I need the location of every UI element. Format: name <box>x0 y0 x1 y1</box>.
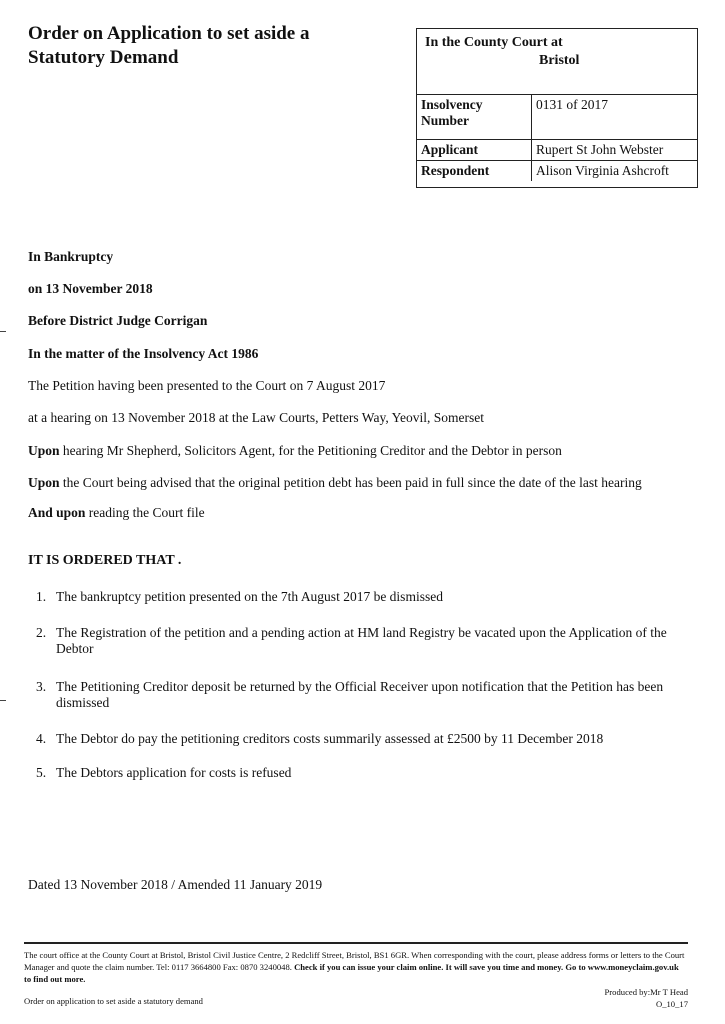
dated-line: Dated 13 November 2018 / Amended 11 January 2019 <box>28 877 323 892</box>
order-text: The bankruptcy petition presented on the 7th August 2017 be dismissed <box>56 589 443 604</box>
order-text: The Petitioning Creditor deposit be returned by the Official Receiver upon notification that the Petition has been dismissed <box>56 679 664 710</box>
footer-divider <box>24 942 688 944</box>
upon-reading-recital <box>28 505 205 521</box>
matter-line: In the matter of the Insolvency Act 1986 <box>28 346 259 361</box>
order-number: 1. <box>36 589 47 604</box>
and-upon-keyword: And upon <box>28 505 86 520</box>
document-title: Order on Application to set aside a Statutory Demand <box>28 23 310 68</box>
table-row <box>417 161 697 182</box>
respondent-label: Respondent <box>417 161 532 182</box>
order-text: The Registration of the petition and a pending action at HM land Registry be vacated upon the Application of the Debtor <box>56 625 667 656</box>
court-heading-label: In the County Court at <box>425 35 563 50</box>
margin-mark <box>0 700 6 701</box>
hearing-recital: at a hearing on 13 November 2018 at the Law Courts, Petters Way, Yeovil, Somerset <box>28 410 484 425</box>
court-office-notice <box>24 949 688 985</box>
in-bankruptcy-heading: In Bankruptcy <box>28 249 114 264</box>
order-number: 2. <box>36 625 47 640</box>
petition-recital: The Petition having been presented to the Court on 7 August 2017 <box>28 378 386 393</box>
court-heading <box>417 29 697 95</box>
order-text: The Debtors application for costs is refused <box>56 765 292 780</box>
insolvency-number-label: Insolvency Number <box>417 95 532 140</box>
table-row <box>417 140 697 161</box>
order-text: The Debtor do pay the petitioning creditors costs summarily assessed at £2500 by 11 December 2018 <box>56 731 604 746</box>
table-row <box>417 95 697 140</box>
upon-reading-text: reading the Court file <box>85 505 205 520</box>
upon-advised-text: the Court being advised that the original petition debt has been paid in full since the date of the last hearing <box>59 475 642 490</box>
respondent-value: Alison Virginia Ashcroft <box>532 161 698 182</box>
order-date: on 13 November 2018 <box>28 281 153 296</box>
ordered-heading: IT IS ORDERED THAT . <box>28 553 182 568</box>
case-info-table <box>417 95 697 181</box>
upon-keyword: Upon <box>28 443 60 458</box>
insolvency-number-value: 0131 of 2017 <box>532 95 698 140</box>
margin-mark <box>0 331 6 332</box>
court-location: Bristol <box>539 53 580 68</box>
form-code: O_10_17 <box>656 999 688 1009</box>
form-name: Order on application to set aside a statutory demand <box>24 996 203 1006</box>
upon-advised-recital <box>28 475 642 491</box>
order-number: 5. <box>36 765 47 780</box>
produced-by: Produced by:Mr T Head <box>604 987 688 997</box>
applicant-value: Rupert St John Webster <box>532 140 698 161</box>
upon-keyword: Upon <box>28 475 60 490</box>
moneyclaim-notice: Check if you can issue your claim online. It will save you time and money. Go to www.moneyclaim.gov.uk to find out more. <box>24 962 679 984</box>
order-number: 4. <box>36 731 47 746</box>
applicant-label: Applicant <box>417 140 532 161</box>
court-details-box <box>416 28 698 188</box>
upon-hearing-recital <box>28 443 562 459</box>
footer-right <box>605 986 688 1010</box>
judge-line: Before District Judge Corrigan <box>28 313 208 328</box>
order-number: 3. <box>36 679 47 694</box>
court-office-text: The court office at the County Court at Bristol, Bristol Civil Justice Centre, 2 Redcliff Street, Bristol, BS1 6GR. When corresponding with the court, please address forms or letters to the Court Manager and quote the claim number. Tel: 0117 3664800 Fax: 0870 3240048. <box>24 950 685 972</box>
upon-hearing-text: hearing Mr Shepherd, Solicitors Agent, for the Petitioning Creditor and the Debtor in person <box>59 443 562 458</box>
